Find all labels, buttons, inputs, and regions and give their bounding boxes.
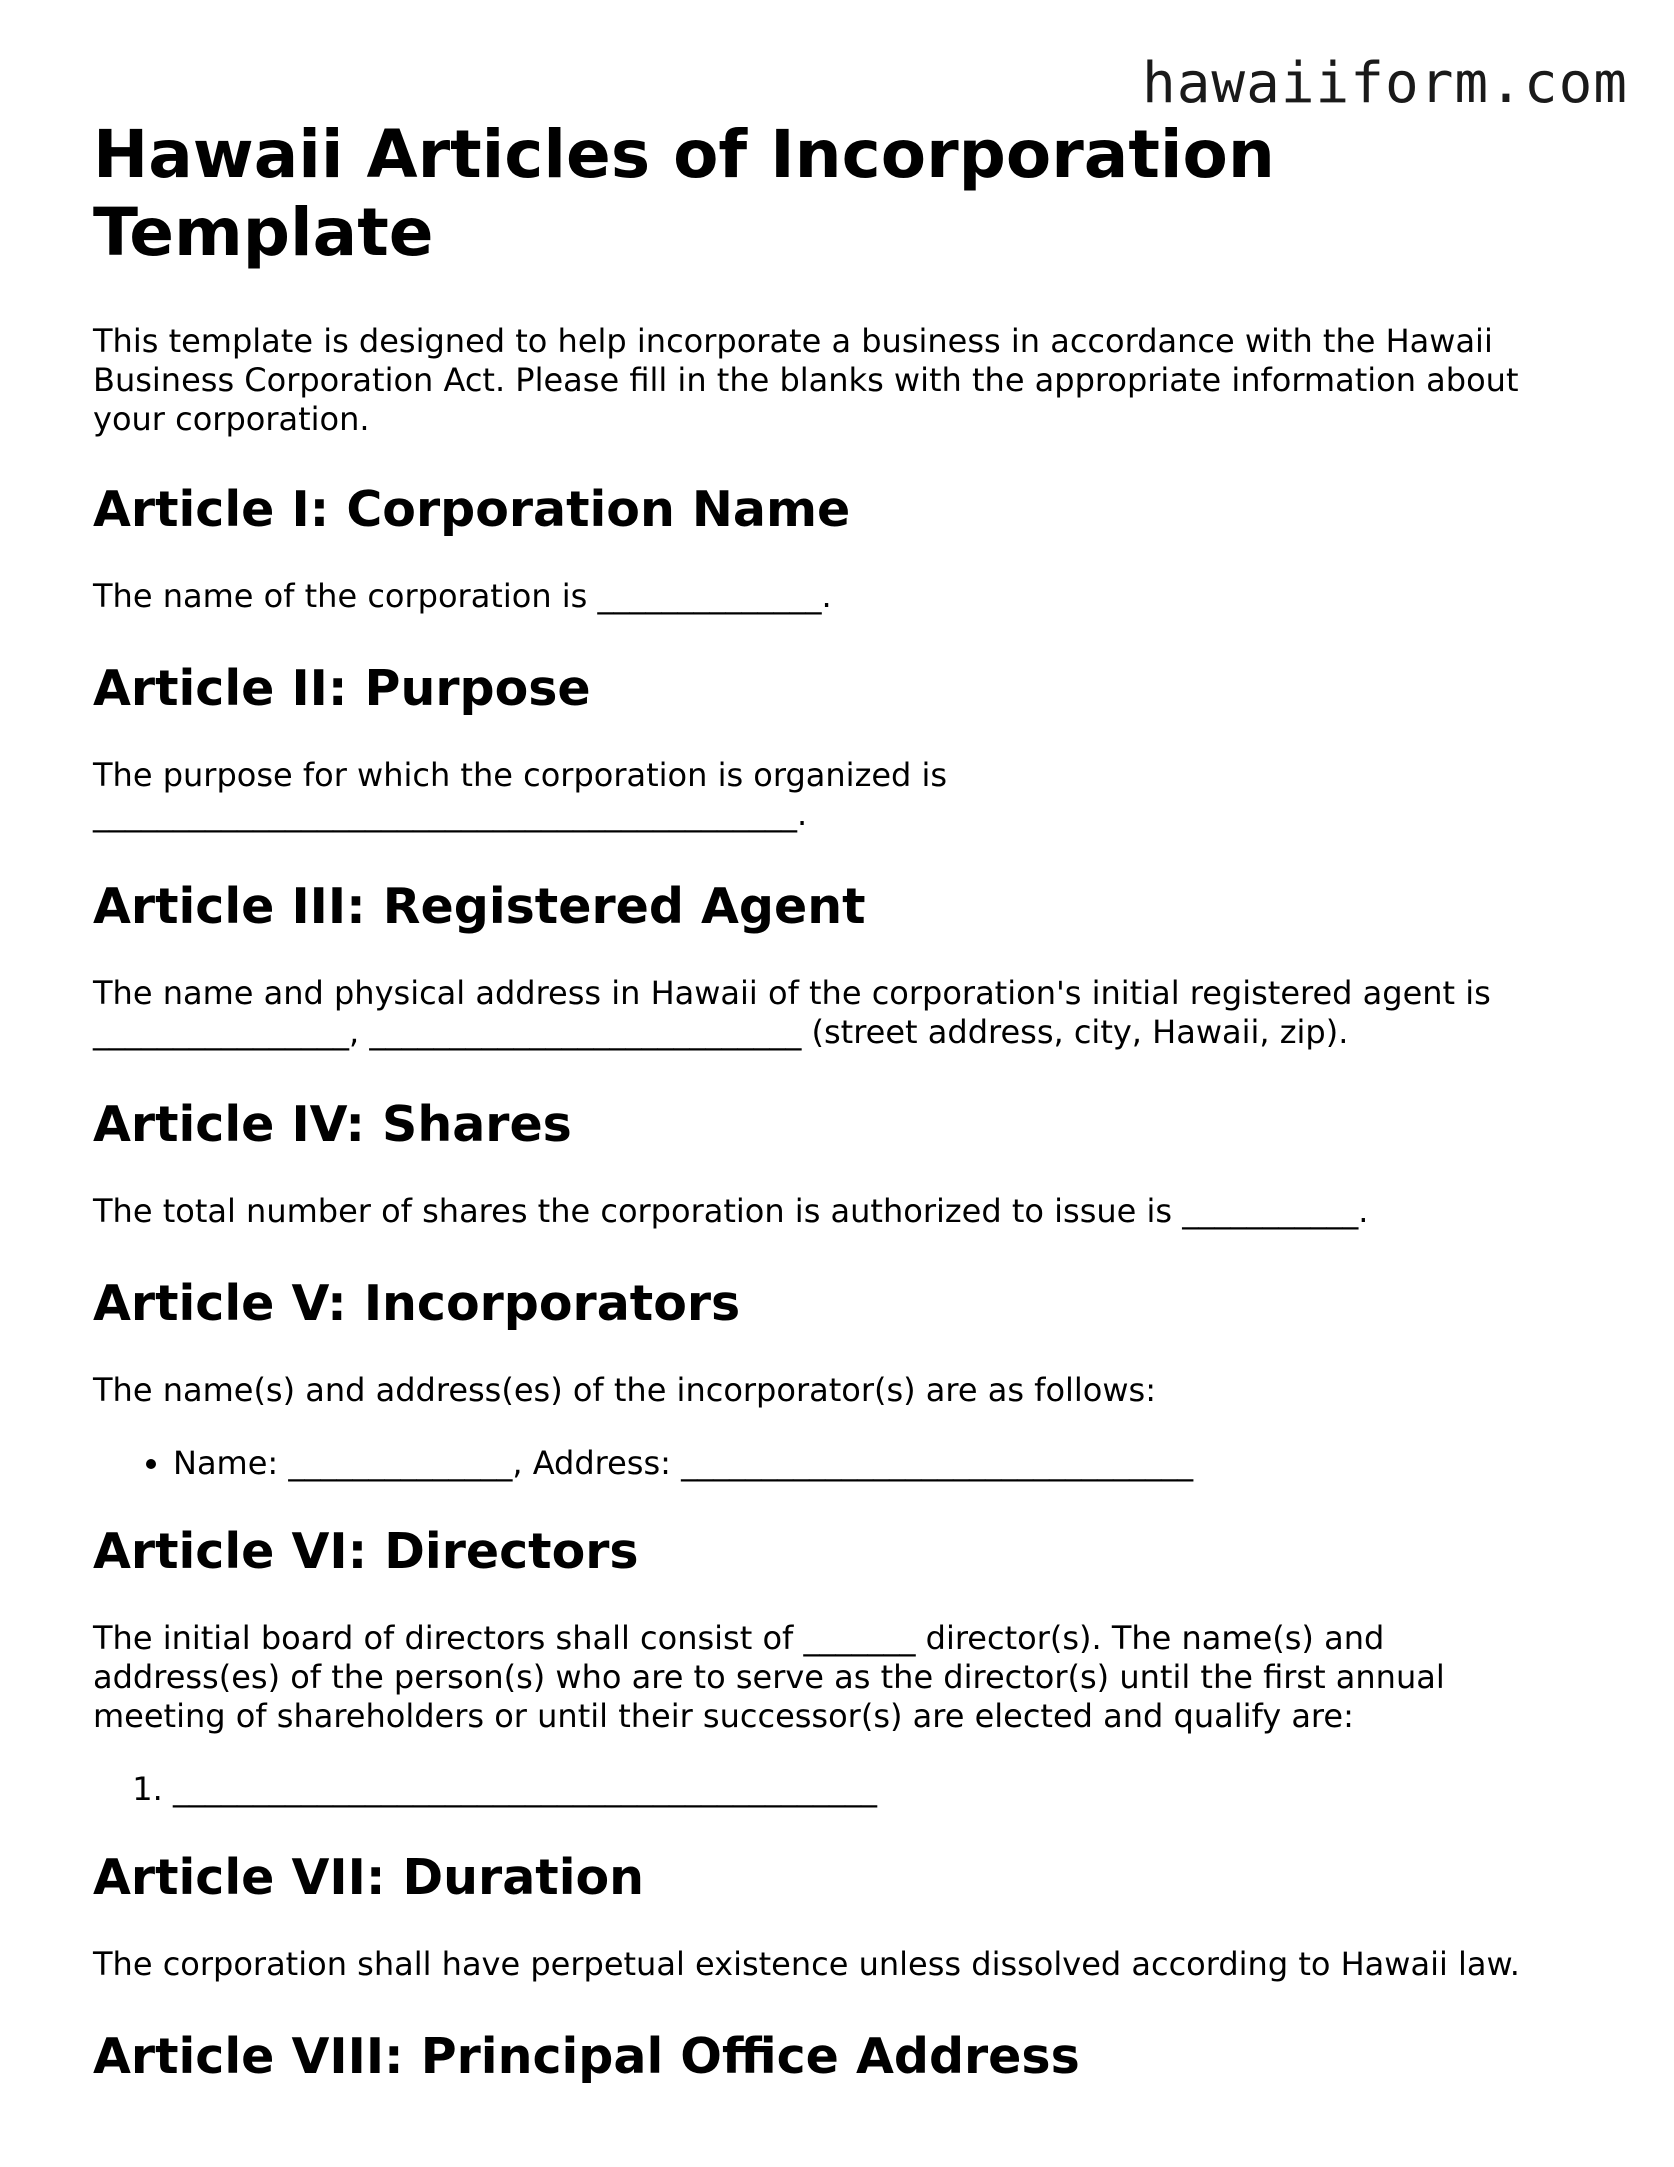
incorporator-list-item: • Name: ______________, Address: ________________________________ — [173, 1444, 1593, 1483]
article-6-section — [93, 1523, 1593, 1809]
article-4-heading: Article IV: Shares — [93, 1096, 572, 1153]
article-7-text: The corporation shall have perpetual existence unless dissolved according to Hawaii law. — [93, 1945, 1520, 1983]
article-3-section — [93, 878, 1593, 1052]
article-1-heading: Article I: Corporation Name — [93, 481, 851, 538]
article-8-section — [93, 2028, 1593, 2086]
article-3-text: The name and physical address in Hawaii of the corporation's initial registered agent is ________________, ___________________________ (street address, city, Hawaii, zip). — [93, 974, 1491, 1051]
director-list-item: 1. ____________________________________________ — [173, 1770, 1593, 1809]
article-2-text: The purpose for which the corporation is organized is ____________________________________________. — [93, 756, 948, 833]
article-4-section — [93, 1096, 1593, 1231]
article-5-heading: Article V: Incorporators — [93, 1275, 741, 1332]
article-8-heading: Article VIII: Principal Office Address — [93, 2028, 1080, 2085]
article-5-section — [93, 1275, 1593, 1483]
article-4-text: The total number of shares the corporation is authorized to issue is ___________. — [93, 1192, 1369, 1230]
article-5-text: The name(s) and address(es) of the incorporator(s) are as follows: — [93, 1371, 1156, 1409]
document-title: Hawaii Articles of Incorporation Template — [93, 116, 1275, 271]
article-2-section — [93, 660, 1593, 834]
incorporator-list — [93, 1444, 1593, 1483]
article-1-section — [93, 481, 1593, 616]
intro-paragraph: This template is designed to help incorporate a business in accordance with the Hawaii Business Corporation Act. Please fill in the blanks with the appropriate information about your corporation. — [93, 322, 1519, 438]
article-2-heading: Article II: Purpose — [93, 660, 591, 717]
document-body — [93, 116, 1593, 2124]
site-watermark: hawaiiform.com — [1141, 51, 1628, 116]
article-7-section — [93, 1849, 1593, 1984]
article-6-text: The initial board of directors shall consist of _______ director(s). The name(s) and address(es) of the person(s) who are to serve as the director(s) until the first annual meeting of shareholders or until their successor(s) are elected and qualify are: — [93, 1619, 1445, 1735]
article-3-heading: Article III: Registered Agent — [93, 878, 866, 935]
director-list — [93, 1770, 1593, 1809]
article-1-text: The name of the corporation is ______________. — [93, 577, 832, 615]
article-7-heading: Article VII: Duration — [93, 1849, 645, 1906]
article-6-heading: Article VI: Directors — [93, 1523, 639, 1580]
